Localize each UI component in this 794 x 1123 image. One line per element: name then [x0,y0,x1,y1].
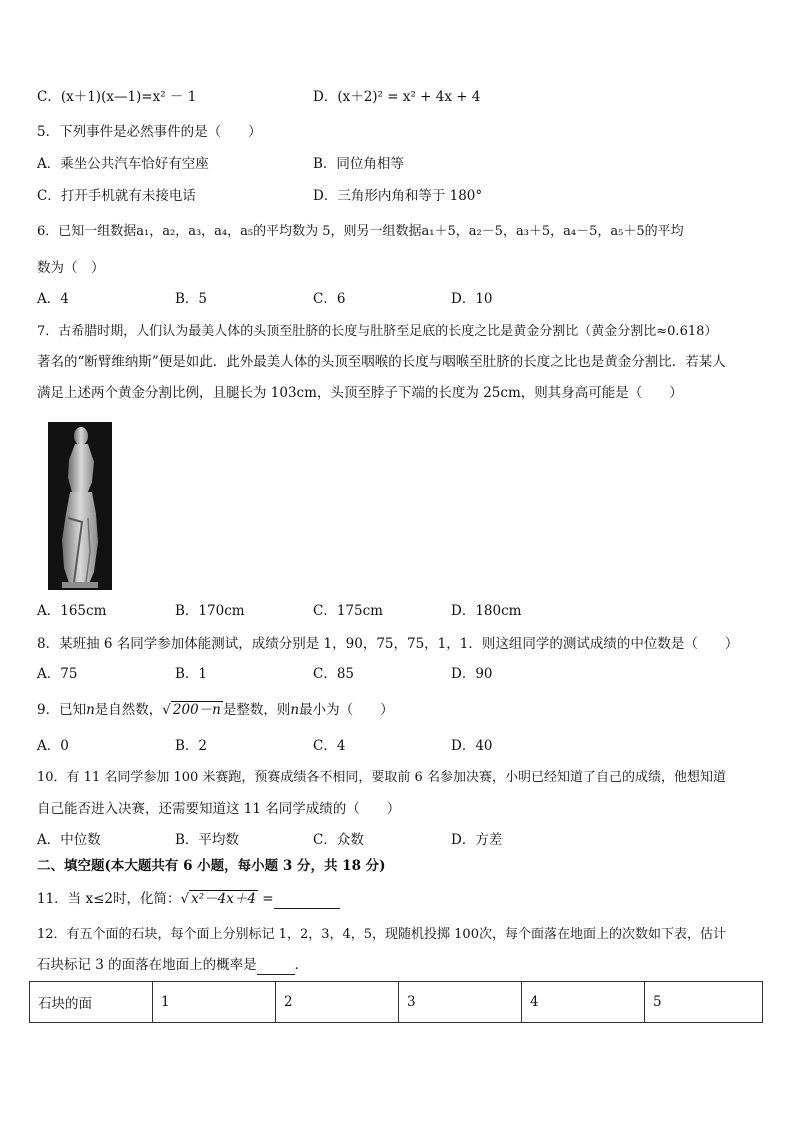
q9-var-n-2: n [290,702,300,718]
q5-option-d: D．三角形内角和等于 180° [313,188,483,204]
q12-stem-line2-text: 石块标记 3 的面落在地面上的概率是 [37,957,257,973]
table-row [30,982,763,1023]
q6-stem-line2: 数为（ ） [37,260,105,276]
q11-sqrt: √ x²－4x＋4 [180,891,256,907]
q8-option-b: B．1 [175,666,208,682]
q8-option-d: D．90 [451,666,493,682]
q6-option-d: D．10 [451,291,493,307]
q10-option-d: D．方差 [451,832,503,848]
q8-option-a: A．75 [37,666,78,682]
q12-stem-line1: 12．有五个面的石块，每个面上分别标记 1，2，3，4，5，现随机投掷 100次，每个面落在地面上的次数如下表，估计 [37,927,726,942]
table-header-cell: 1 [153,982,276,1023]
q10-option-b: B．平均数 [175,832,239,848]
q11-stem-part-b: = [257,891,274,907]
q6-option-b: B．5 [175,291,208,307]
q5-stem: 5．下列事件是必然事件的是（ ） [37,124,262,140]
table-header-cell: 5 [645,982,763,1023]
q6-stem-line1: 6．已知一组数据a₁，a₂，a₃，a₄，a₅的平均数为 5，则另一组数据a₁＋5，a₂－5，a₃＋5，a₄－5，a₅＋5的平均 [37,224,684,239]
table-header-cell: 3 [399,982,522,1023]
q10-option-a: A．中位数 [37,832,101,848]
q10-option-c: C．众数 [313,832,364,848]
q5-option-c: C．打开手机就有未接电话 [37,188,196,204]
section-heading-fill-in: 二、填空题(本大题共有 6 小题，每小题 3 分，共 18 分) [37,858,386,874]
q5-option-a: A．乘坐公共汽车恰好有空座 [37,156,209,172]
q4-option-d: D．(x＋2)² = x² + 4x + 4 [313,89,481,105]
q9-sqrt: √ 200－n [162,702,221,718]
q9-option-d: D．40 [451,738,493,754]
q8-option-c: C．85 [313,666,355,682]
q7-option-d: D．180cm [451,603,522,619]
q9-option-c: C．4 [313,738,346,754]
q10-stem-line1: 10．有 11 名同学参加 100 米赛跑，预赛成绩各不相同，要取前 6 名参加决赛，小明已经知道了自己的成绩，他想知道 [37,770,726,785]
q7-option-a: A．165cm [37,603,107,619]
table-header-cell: 4 [522,982,645,1023]
q9-stem-part-c: 是整数，则 [222,702,291,718]
q7-stem-line1: 7．古希腊时期，人们认为最美人体的头顶至肚脐的长度与肚脐至足底的长度之比是黄金分割比（黄金分割比≈0.618） [37,324,718,339]
q11-stem [37,889,340,909]
q5-option-b: B．同位角相等 [313,156,404,172]
q9-var-n: n [86,702,95,718]
q9-stem-part-b: 是自然数， [94,702,163,718]
q9-stem-part-d: 最小为（ ） [299,702,394,718]
q4-option-c: C．(x＋1)(x—1)=x² － 1 [37,89,197,105]
q11-answer-blank[interactable] [274,894,340,909]
q8-stem: 8．某班抽 6 名同学参加体能测试，成绩分别是 1，90，75，75，1，1．则这组同学的测试成绩的中位数是（ ） [37,636,739,652]
q9-sqrt-expr: 200－n [172,702,221,718]
q6-option-c: C．6 [313,291,346,307]
table-header-cell: 石块的面 [30,982,153,1023]
table-header-cell: 2 [276,982,399,1023]
q9-stem [37,700,394,720]
q7-stem-line2: 著名的“断臂维纳斯”便是如此．此外最美人体的头顶至咽喉的长度与咽喉至肚脐的长度之比也是黄金分割比．若某人 [37,354,726,370]
q11-sqrt-expr: x²－4x＋4 [191,891,256,907]
q7-stem-line3: 满足上述两个黄金分割比例，且腿长为 103cm，头顶至脖子下端的长度为 25cm，则其身高可能是（ ） [37,385,683,401]
q12-stem-line2-end: ． [294,957,309,973]
q6-option-a: A．4 [37,291,69,307]
q10-stem-line2: 自己能否进入决赛，还需要知道这 11 名同学成绩的（ ） [37,801,401,817]
q7-option-c: C．175cm [313,603,383,619]
venus-statue-image [48,422,112,590]
q12-answer-blank[interactable] [257,960,295,975]
q12-stem-line2 [37,955,308,975]
q7-option-b: B．170cm [175,603,245,619]
stone-face-table [29,981,763,1023]
q9-option-a: A．0 [37,738,69,754]
q11-stem-part-a: 11．当 x≤2时，化简： [37,891,181,907]
q9-stem-part-a: 9．已知 [37,702,87,718]
q9-option-b: B．2 [175,738,208,754]
